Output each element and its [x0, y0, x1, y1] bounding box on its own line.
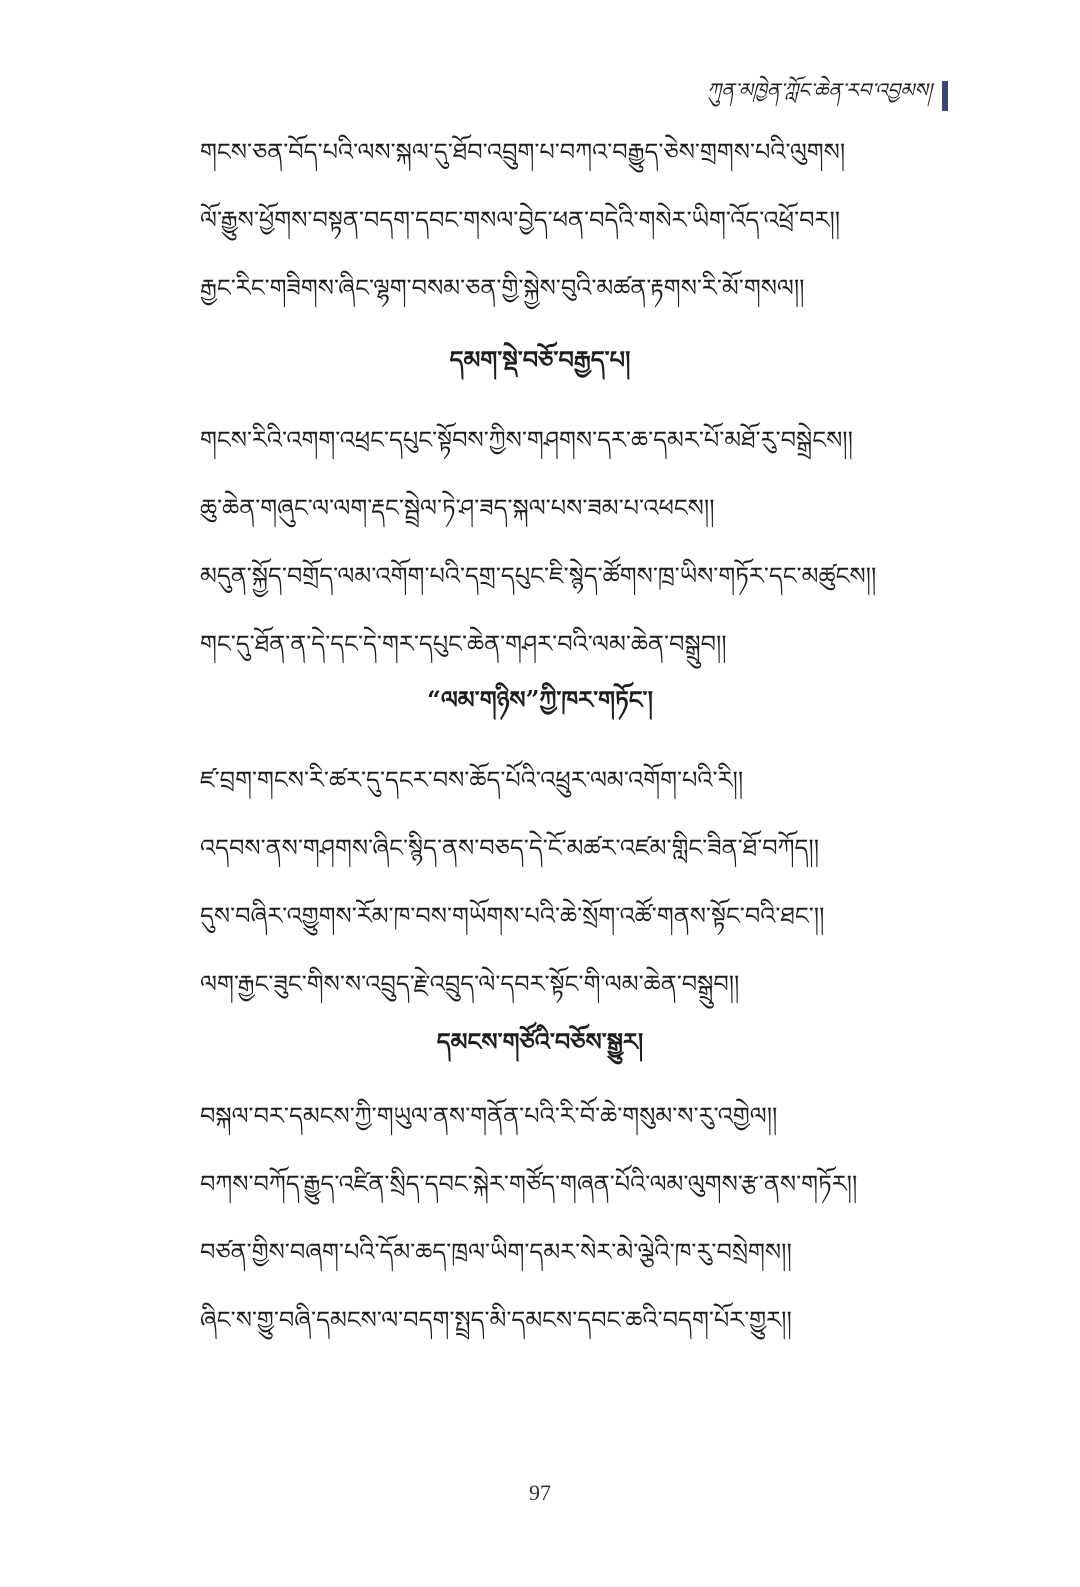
verse-line: བཀས་བཀོད་རྒྱུད་འཛིན་སྲིད་དབང་སྐེར་གཙོད་གཞན་པོའི་ལམ་ལུགས་རྩ་ནས་གཏོར།།: [200, 1170, 858, 1198]
header-accent-bar: [942, 81, 948, 111]
verse-line: ལོ་རྒྱུས་ཕྱོགས་བསྟན་བདག་དབང་གསལ་བྱེད་ཕན་བདེའི་གསེར་ཡིག་འོད་འཕྲོ་བར།།: [200, 206, 841, 234]
verse-line: མདུན་སྐྱོད་བགྲོད་ལམ་འགོག་པའི་དགྲ་དཔུང་ཇི་སྙེད་ཚོགས་ཁྲ་ཡིས་གཏོར་དང་མཚུངས།།: [200, 562, 877, 590]
verse-line: དུས་བཞིར་འགྱུགས་རོམ་ཁ་བས་གཡོགས་པའི་ཆེ་སྲོག་འཚོ་གནས་སྟོང་བའི་ཐང་།།: [200, 902, 825, 930]
stanza-4: [200, 1082, 930, 1354]
stanza-2: [200, 406, 930, 678]
stanza-1: [200, 118, 930, 322]
section-heading: “ལམ་གཉིས”ཀྱི་ཁར་གཏོང་།: [427, 685, 653, 714]
verse-line: གངས་རིའི་འགག་འཕྲང་དཔུང་སྟོབས་ཀྱིས་གཤགས་དར་ཆ་དམར་པོ་མཐོ་རུ་བསྒྲེངས།།: [200, 426, 853, 454]
running-header: [707, 68, 948, 124]
verse-line: ཞིང་ས་གྱུ་བཞི་དམངས་ལ་བདག་སྤྲད་མི་དམངས་དབང་ཆའི་བདག་པོར་གྱུར།།: [200, 1306, 792, 1334]
verse-line: གངས་ཅན་བོད་པའི་ལས་སྐལ་དུ་ཐོབ་འབྲུག་པ་བཀའ་བརྒྱུད་ཅེས་གྲགས་པའི་ལུགས།: [200, 138, 846, 166]
verse-line: འདབས་ནས་གཤགས་ཞིང་སྙིད་ནས་བཅད་དེ་ངོ་མཚར་འཛམ་གླིང་ཟིན་ཐོ་བཀོད།།: [200, 834, 820, 862]
verse-line: རྒྱང་རིང་གཟིགས་ཞིང་ལྷག་བསམ་ཅན་གྱི་སྐྱེས་བུའི་མཚན་རྟགས་རི་མོ་གསལ།།: [200, 274, 805, 302]
verse-line: བསྐལ་བར་དམངས་ཀྱི་གཡུལ་ནས་གནོན་པའི་རི་བོ་ཆེ་གསུམ་ས་རུ་འགྱེལ།།: [200, 1102, 778, 1130]
running-title: ཀུན་མཁྱེན་ཀློང་ཆེན་རབ་འབྱམས།: [706, 78, 932, 102]
section-heading: དམག་སྡེ་བཅོ་བརྒྱད་པ།: [449, 345, 631, 374]
stanza-3: [200, 746, 930, 1018]
verse-line: ཛ་བྲག་གངས་རི་ཚར་དུ་དངར་བས་ཆོད་པོའི་འཕྲུར་ལམ་འགོག་པའི་རི།།: [200, 766, 744, 794]
verse-line: བཙན་གྱིས་བཞག་པའི་དོམ་ཆད་ཁྲལ་ཡིག་དམར་སེར་མེ་ལྕེའི་ཁ་རུ་བསྲེགས།།: [200, 1238, 792, 1266]
verse-line: ལག་རྒྱང་ཟུང་གིས་ས་འབྲུད་རྗེ་འབྲུད་ལེ་དབར་སྟོང་གི་ལམ་ཆེན་བསྒྲུབ།།: [200, 970, 740, 998]
verse-line: གང་དུ་ཐོན་ན་དེ་དང་དེ་གར་དཔུང་ཆེན་གཤར་བའི་ལམ་ཆེན་བསྒྲུབ།།: [200, 630, 727, 658]
verse-line: ཆུ་ཆེན་གཞུང་ལ་ལག་རྡང་སྦྲེལ་ཏེ་ཤ་ཟད་སྐལ་པས་ཟམ་པ་འཕངས།།: [200, 494, 715, 522]
section-heading: དམངས་གཙོའི་བཅོས་སྒྱུར།: [436, 1027, 644, 1056]
page-number: 97: [529, 1480, 551, 1505]
